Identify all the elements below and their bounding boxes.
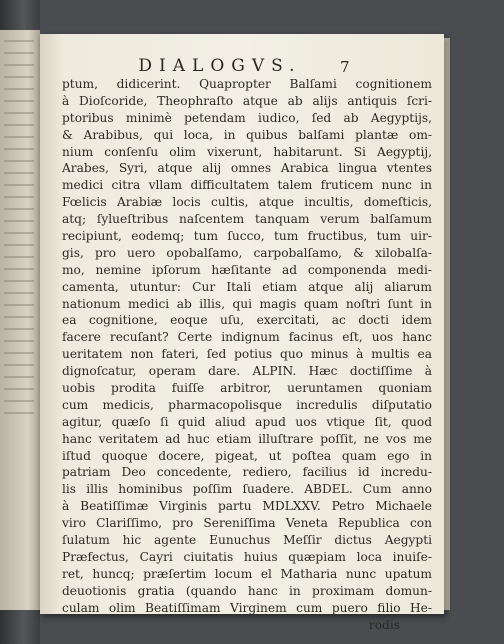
text-line: Fœlicis Arabiæ locis cultis, atque incultis, domeſticis,: [62, 195, 432, 210]
text-line: ptoribus minimè petendam iudico, ſed ab Aegyptijs,: [62, 110, 432, 125]
text-line: Præfectus, Cayri ciuitatis huius quæpiam loca inuiſe-: [62, 549, 432, 564]
page-number: 7: [340, 58, 350, 76]
book-page: [40, 34, 444, 632]
text-line: Arabes, Syri, atque alij omnes Arabica lingua vtentes: [62, 161, 432, 176]
text-line: culam olim Beatiſſimam Virginem cum puero filio He-: [62, 600, 432, 615]
text-line: nationum medici ab illis, qui magis quam noſtri ſunt in: [62, 296, 432, 311]
body-text: [62, 76, 432, 633]
text-line: hanc veritatem ad huc etiam illuſtrare poſſit, ne vos me: [62, 431, 432, 446]
text-line: viro Clariſſimo, pro Sereniſſima Veneta Republica con: [62, 516, 432, 531]
text-line: ea cognitione, eoque uſu, exercitati, ac docti idem: [62, 313, 432, 328]
text-line: atq; ſylueſtribus naſcentem tanquam verum balſamum: [62, 212, 432, 227]
text-line: agitur, quæſo ſi quid aliud apud uos vtique ſit, quod: [62, 414, 432, 429]
text-line: uobis prodita fuiſſe arbitror, ueruntamen quoniam: [62, 381, 432, 396]
text-line: & Arabibus, qui loca, in quibus balſami plantæ om-: [62, 127, 432, 142]
text-line: dignoſcatur, operam dare. ALPIN. Hæc doctiſſime à: [62, 364, 432, 379]
text-line: iſtud quoque docere, pigeat, ut poſtea quam ego in: [62, 448, 432, 463]
text-line: mo, nemine ipſorum hæſitante ad componenda medi-: [62, 262, 432, 277]
text-line: ret, huncq; præſertim locum el Matharia nunc upatum: [62, 566, 432, 581]
text-line: ueritatem non fateri, ſed potius quo minus à multis ea: [62, 347, 432, 362]
page-fore-edge: [444, 38, 450, 610]
running-head: DIALOGVS.: [138, 56, 302, 76]
text-line: ptum, didicerint. Quapropter Balſami cognitionem: [62, 77, 432, 91]
text-line: camenta, utuntur: Cur Itali etiam atque alij aliarum: [62, 279, 432, 294]
text-line: gis, pro uero opobalſamo, carpobalſamo, & xilobalſa-: [62, 245, 432, 260]
text-line: deuotionis gratia (quando hanc in proximam domun-: [62, 583, 432, 598]
text-line: facere recuſant? Certe indignum facinus eſt, uos hanc: [62, 330, 432, 345]
text-line: ſulatum hic agente Eunuchus Meſſir dictus Aegypti: [62, 533, 432, 548]
text-line: patriam Deo concedente, rediero, facilius id incredu-: [62, 465, 432, 480]
text-line: lis illis hominibus poſſim ſuadere. ABDEL. Cum anno: [62, 482, 432, 497]
text-line: recipiunt, eodemq; tum ſucco, tum fructibus, tum uir-: [62, 229, 432, 244]
text-line: cum medicis, pharmacopolisque incredulis diſputatio: [62, 397, 432, 412]
text-line: à Dioſcoride, Theophraſto atque ab alijs antiquis ſcri-: [62, 93, 432, 108]
text-line: nium conſenſu olim vixerunt, habitarunt. Si Aegyptij,: [62, 144, 432, 159]
text-line: à Beatiſſimæ Virginis partu MDLXXV. Petro Michaele: [62, 499, 432, 514]
text-line: rodis: [368, 617, 400, 632]
text-line: medici citra vllam difficultatem talem fruticem nunc in: [62, 178, 432, 193]
facing-page-edge: [0, 30, 40, 610]
